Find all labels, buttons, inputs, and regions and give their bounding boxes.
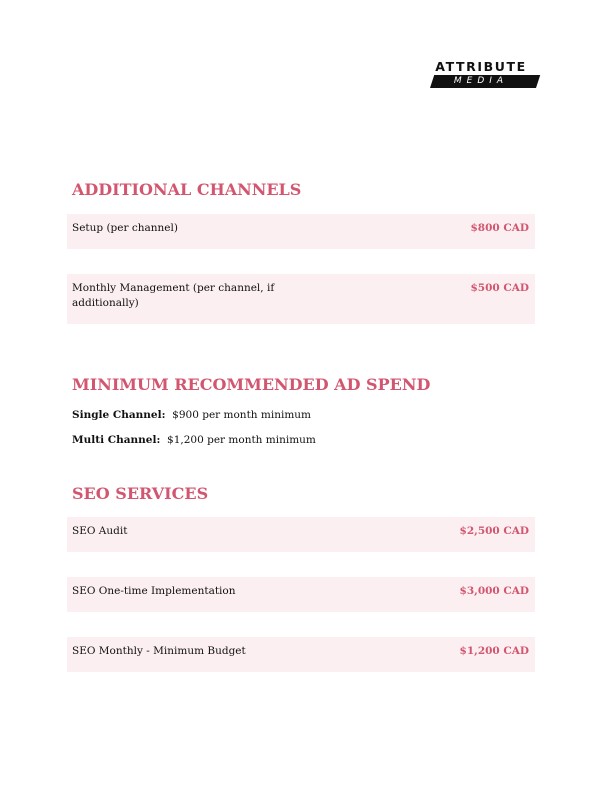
price-row-setup [67,214,535,249]
multi-channel-value: $1,200 per month minimum [167,434,316,446]
seo-services-heading: SEO SERVICES [72,484,209,503]
price-row-seo-monthly [67,637,535,672]
additional-channels-heading: ADDITIONAL CHANNELS [72,180,302,199]
price-row-label: SEO Audit [72,525,128,537]
multi-channel-label: Multi Channel: [72,434,161,446]
single-channel-value: $900 per month minimum [172,409,311,421]
price-row-value: $1,200 CAD [459,645,529,657]
logo-wordmark-bottom: MEDIA [453,76,509,86]
single-channel-label: Single Channel: [72,409,166,421]
single-channel-spend [72,408,311,423]
price-row-value: $800 CAD [470,222,529,234]
price-row-value: $500 CAD [470,282,529,294]
price-row-monthly-management [67,274,535,324]
price-row-label: Monthly Management (per channel, if additionally) [72,282,275,309]
attribute-media-logo [426,60,536,90]
price-row-seo-implementation [67,577,535,612]
price-row-label: Setup (per channel) [72,222,178,234]
logo-wordmark-top: ATTRIBUTE [435,59,527,74]
price-row-label: SEO One-time Implementation [72,585,236,597]
price-row-seo-audit [67,517,535,552]
price-row-label: SEO Monthly - Minimum Budget [72,645,246,657]
price-row-value: $2,500 CAD [459,525,529,537]
ad-spend-heading: MINIMUM RECOMMENDED AD SPEND [72,375,431,394]
price-row-value: $3,000 CAD [459,585,529,597]
multi-channel-spend [72,433,316,448]
